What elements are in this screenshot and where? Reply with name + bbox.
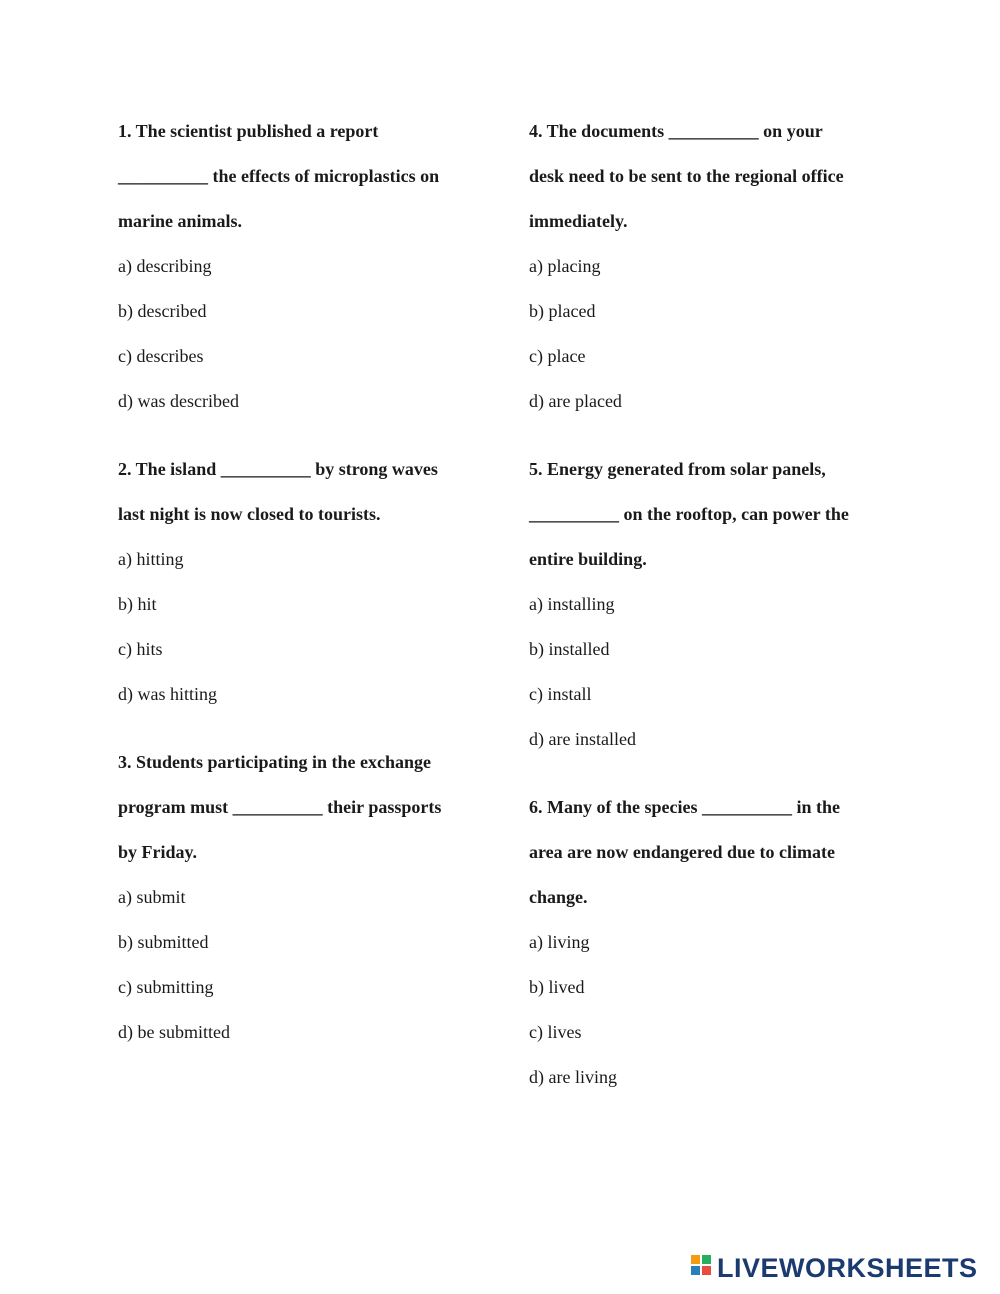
answer-option-a[interactable]: a) placing [529,256,601,276]
right-column [529,109,901,1123]
question-text: immediately. [529,211,628,231]
liveworksheets-logo-icon [691,1255,713,1281]
answer-option-a[interactable]: a) hitting [118,549,184,569]
question-5 [529,447,901,762]
answer-option-d[interactable]: d) are placed [529,391,622,411]
answer-option-b[interactable]: b) lived [529,977,585,997]
answer-option-b[interactable]: b) submitted [118,932,209,952]
question-4 [529,109,901,424]
question-text: entire building. [529,549,647,569]
question-text: 5. Energy generated from solar panels, [529,459,826,479]
question-text: __________ on the rooftop, can power the [529,504,849,524]
logo-text: LIVEWORKSHEETS [717,1252,978,1283]
question-text: by Friday. [118,842,198,862]
question-2 [118,447,488,717]
question-text: change. [529,887,588,907]
question-6 [529,785,901,1100]
answer-option-a[interactable]: a) submit [118,887,186,907]
question-text: 6. Many of the species __________ in the [529,797,840,817]
answer-option-c[interactable]: c) describes [118,346,204,366]
question-text: desk need to be sent to the regional office [529,166,844,186]
answer-option-c[interactable]: c) install [529,684,592,704]
question-text: marine animals. [118,211,242,231]
left-column [118,109,488,1078]
answer-option-d[interactable]: d) was hitting [118,684,217,704]
question-text: 1. The scientist published a report [118,121,379,141]
question-text: last night is now closed to tourists. [118,504,381,524]
answer-option-b[interactable]: b) hit [118,594,157,614]
answer-option-d[interactable]: d) are installed [529,729,636,749]
answer-option-b[interactable]: b) installed [529,639,610,659]
question-text: area are now endangered due to climate [529,842,835,862]
answer-option-c[interactable]: c) hits [118,639,163,659]
question-text: 2. The island __________ by strong waves [118,459,438,479]
question-text: 4. The documents __________ on your [529,121,823,141]
liveworksheets-logo[interactable] [691,1253,978,1283]
answer-option-c[interactable]: c) submitting [118,977,214,997]
question-3 [118,740,488,1055]
answer-option-b[interactable]: b) described [118,301,207,321]
question-text: __________ the effects of microplastics on [118,166,440,186]
question-1 [118,109,488,424]
answer-option-a[interactable]: a) describing [118,256,212,276]
answer-option-d[interactable]: d) was described [118,391,239,411]
answer-option-a[interactable]: a) living [529,932,590,952]
answer-option-c[interactable]: c) place [529,346,586,366]
question-text: 3. Students participating in the exchange [118,752,432,772]
question-text: program must __________ their passports [118,797,442,817]
answer-option-d[interactable]: d) be submitted [118,1022,230,1042]
answer-option-d[interactable]: d) are living [529,1067,617,1087]
answer-option-a[interactable]: a) installing [529,594,615,614]
answer-option-b[interactable]: b) placed [529,301,596,321]
answer-option-c[interactable]: c) lives [529,1022,582,1042]
